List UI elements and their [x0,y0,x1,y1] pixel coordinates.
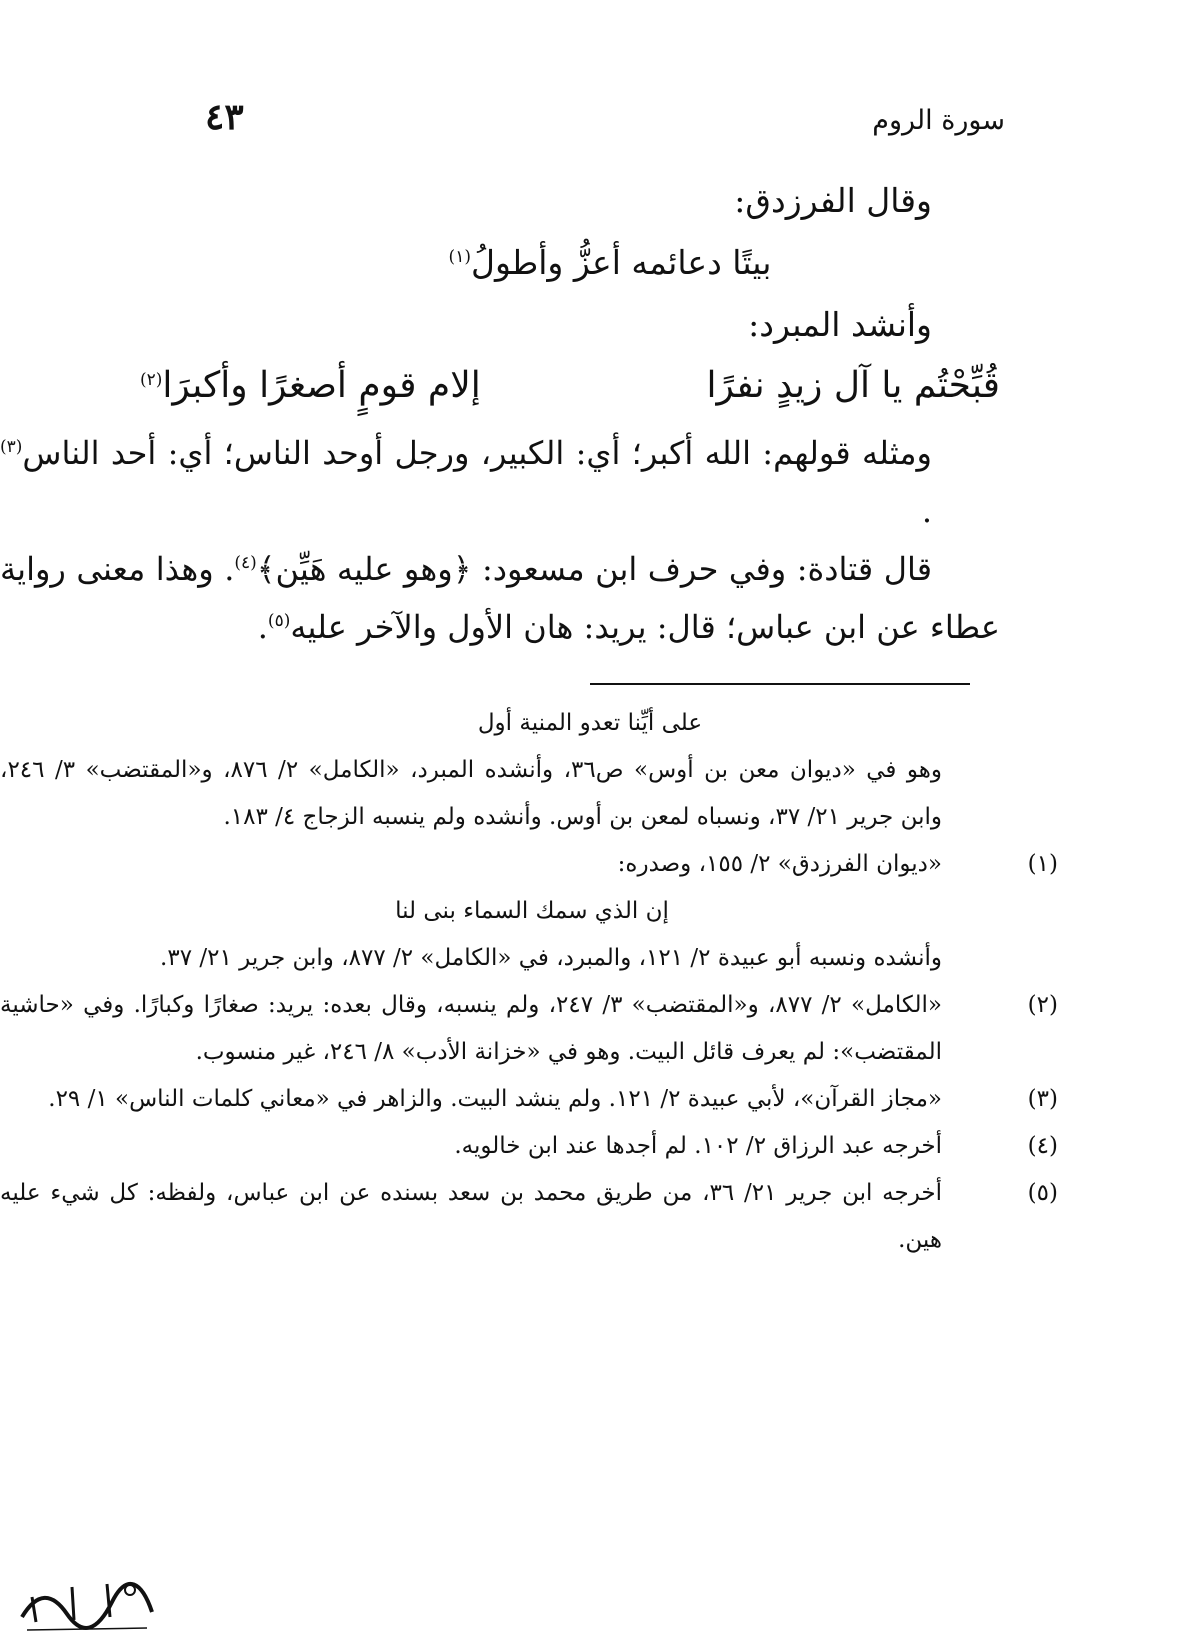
verse-farazdaq: بيتًا دعائمه أعزُّ وأطولُ$^{(١)}$ [448,243,772,282]
footnote-text: «الكامل» ٢/ ٨٧٧، و«المقتضب» ٣/ ٢٤٧، ولم ينسبه، وقال بعده: يريد: صغارًا وكبارًا. وفي «حاشية المقتضب»: لم يعرف قائل البيت. وهو في «خزانة الأدب» ٨/ ٢٤٦، غير منسوب. [0,992,942,1065]
carried-footnote: وهو في «ديوان معن بن أوس» ص٣٦، وأنشده المبرد، «الكامل» ٢/ ٨٧٦، و«المقتضب» ٣/ ٢٤٦، وابن جرير ٢١/ ٣٧، ونسباه لمعن بن أوس. وأنشده ولم ينسبه الزجاج ٤/ ١٨٣. [0,757,943,830]
footnote-ref-4[interactable]: (٤) [234,553,257,573]
footnote-ref-1[interactable]: (١) [448,247,471,267]
footnote-text: «ديوان الفرزدق» ٢/ ١٥٥، وصدره: [617,851,942,877]
footnote-text: «مجاز القرآن»، لأبي عبيدة ٢/ ١٢١. ولم ينشد البيت. والزاهر في «معاني كلمات الناس» ١/ ٢٩. [48,1086,942,1112]
intro-farazdaq: وقال الفرزدق: [734,181,932,220]
footnote-verse: إن الذي سمك السماء بنى لنا [395,898,669,924]
footnote-separator [590,683,970,685]
hemistich-second: إلام قومٍ أصغرًا وأكبرَا$^{(٢)}$ [140,365,481,406]
footnote-ref-2[interactable]: (٢) [140,370,163,390]
paragraph-qatada: قال قتادة: وفي حرف ابن مسعود: ﴿وهو عليه هَيِّن﴾$^{(٤)}$. وهذا معنى رواية عطاء عن ابن عباس؛ قال: يريد: هان الأول والآخر عليه$^{(٥)}$. [0,550,1000,646]
footnote-text: أخرجه ابن جرير ٢١/ ٣٦، من طريق محمد بن سعد بسنده عن ابن عباس، ولفظه: كل شيء عليه هين. [0,1180,942,1253]
page-number: ٤٣ [205,96,244,138]
footnote-text: أخرجه عبد الرزاق ٢/ ١٠٢. لم أجدها عند ابن خالويه. [454,1133,942,1159]
intro-mubarrad: وأنشد المبرد: [748,305,932,344]
footnotes [0,700,1058,1264]
paragraph-akbar: ومثله قولهم: الله أكبر؛ أي: الكبير، ورجل أوحد الناس؛ أي: أحد الناس$^{(٣)}$ . [0,434,932,530]
library-logo [12,1562,162,1642]
footnote-1: (١) «ديوان الفرزدق» ٢/ ١٥٥، وصدره: إن الذي سمك السماء بنى لنا وأنشده ونسبه أبو عبيدة ٢/ ١٢١، والمبرد، في «الكامل» ٢/ ٨٧٧، وابن جرير ٢١/ ٣٧. [0,841,1000,982]
footnote-4: (٤) أخرجه عبد الرزاق ٢/ ١٠٢. لم أجدها عند ابن خالويه. [0,1123,1000,1170]
verse-mubarrad [140,356,1000,416]
footnote-text-continued: وأنشده ونسبه أبو عبيدة ٢/ ١٢١، والمبرد، في «الكامل» ٢/ ٨٧٧، وابن جرير ٢١/ ٣٧. [160,945,942,971]
main-text [0,170,1000,656]
hemistich-first: قُبِّحْتُم يا آل زيدٍ نفرًا [706,365,1000,406]
footnote-ref-3[interactable]: (٣) [0,437,23,457]
carried-verse: على أيِّنا تعدو المنية أول [477,710,703,736]
footnote-3: (٣) «مجاز القرآن»، لأبي عبيدة ٢/ ١٢١. ولم ينشد البيت. والزاهر في «معاني كلمات الناس» ١/ ٢٩. [0,1076,1000,1123]
footnote-ref-5[interactable]: (٥) [267,611,291,631]
footnote-5: (٥) أخرجه ابن جرير ٢١/ ٣٦، من طريق محمد بن سعد بسنده عن ابن عباس، ولفظه: كل شيء عليه هين. [0,1170,1000,1264]
footnote-2: (٢) «الكامل» ٢/ ٨٧٧، و«المقتضب» ٣/ ٢٤٧، ولم ينسبه، وقال بعده: يريد: صغارًا وكبارًا. وفي «حاشية المقتضب»: لم يعرف قائل البيت. وهو في «خزانة الأدب» ٨/ ٢٤٦، غير منسوب. [0,982,1000,1076]
page-header [205,96,1005,138]
surah-title: سورة الروم [872,105,1005,136]
